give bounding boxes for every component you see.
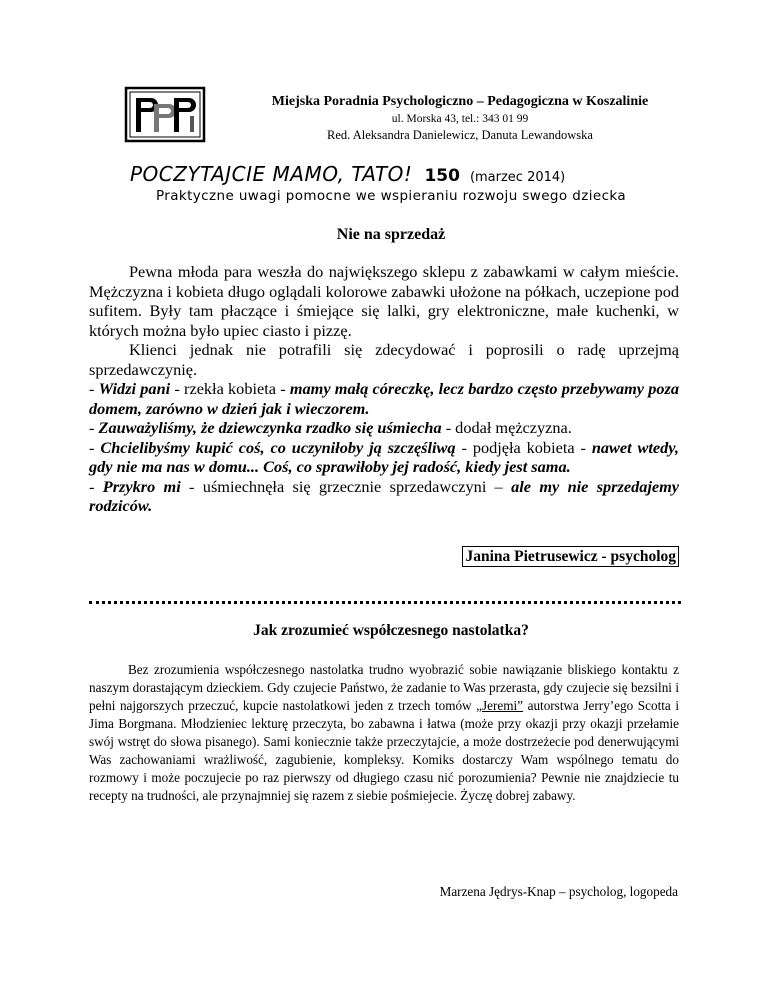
article1-body — [89, 262, 679, 516]
org-address: ul. Morska 43, tel.: 343 01 99 — [391, 113, 529, 125]
newsletter-subtitle: Praktyczne uwagi pomocne we wspieraniu rozwoju swego dziecka — [155, 188, 627, 204]
issue-number: 150 — [424, 166, 460, 186]
issue-date: (marzec 2014) — [469, 170, 566, 185]
poradnia-logo — [124, 86, 206, 143]
dialogue-line: - Widzi pani - rzekła kobieta - mamy małą córeczkę, lecz bardzo często przebywamy poza domem, zarówno w dzień jak i wieczorem. — [89, 379, 679, 418]
newsletter-title: POCZYTAJCIE MAMO, TATO! — [130, 162, 413, 186]
dialogue-line: - Chcielibyśmy kupić coś, co uczyniłoby ją szczęśliwą - podjęła kobieta - nawet wtedy, gdy nie ma nas w domu... Coś, co sprawiłoby jej radość, kiedy jest sama. — [89, 437, 679, 476]
section-divider — [89, 601, 681, 604]
article2-body: Bez zrozumienia współczesnego nastolatka trudno wyobrazić sobie nawiązanie bliskiego kontaktu z naszym dorastającym dzieckiem. Gdy czujecie Państwo, że zadanie to Was przerasta, gdy czujecie się bezsilni i pełni najgorszych przeczuć, kupcie nastolatkowi jeden z trzech tomów „Jeremi” autorstwa Jerry’ego Scotta i Jima Borgmana. Młodzieniec lekturę przeczyta, bo zabawna i łatwa (może przy okazji przy okazji przełamie swój wstręt do słowa pisanego). Sami koniecznie także przeczytajcie, a może dostrzeżecie pod denerwującymi Was zachowaniami wrażliwość, zagubienie, kompleksy. Komiks dostarczy Wam wspólnego tematu do rozmowy i może poczujecie po raz pierwszy od długiego czasu nić porozumienia? Pewnie nie znajdziecie tu recepty na trudności, ale przynajmniej się razem z siebie pośmiejecie. Życzę dobrej zabawy. — [89, 662, 679, 803]
article2-title: Jak zrozumieć współczesnego nastolatka? — [253, 622, 529, 639]
masthead — [130, 162, 565, 186]
article2-signature: Marzena Jędrys-Knap – psycholog, logopeda — [439, 884, 678, 899]
article1-signature: Janina Pietrusewicz - psycholog — [462, 546, 679, 567]
dialogue-line: - Przykro mi - uśmiechnęła się grzecznie sprzedawczyni – ale my nie sprzedajemy rodziców. — [89, 476, 679, 515]
dialogue-line: - Zauważyliśmy, że dziewczynka rzadko się uśmiecha - dodał mężczyzna. — [89, 418, 572, 437]
book-title: „Jeremi” — [476, 698, 524, 713]
article1-title: Nie na sprzedaż — [336, 226, 446, 243]
editors-line: Red. Aleksandra Danielewicz, Danuta Lewandowska — [327, 128, 593, 142]
org-name: Miejska Poradnia Psychologiczno – Pedagogiczna w Koszalinie — [271, 94, 649, 109]
article1-paragraph: Pewna młoda para weszła do największego sklepu z zabawkami w całym mieście. Mężczyzna i kobieta długo oglądali kolorowe zabawki ułożone na półkach, uczepione pod sufitem. Były tam płaczące i śmiejące się lalki, gry elektroniczne, małe kuchenki, w których można było upiec ciasto i pizzę. — [89, 262, 679, 340]
article1-paragraph: Klienci jednak nie potrafili się zdecydować i poprosili o radę uprzejmą sprzedawczynię. — [89, 340, 679, 379]
